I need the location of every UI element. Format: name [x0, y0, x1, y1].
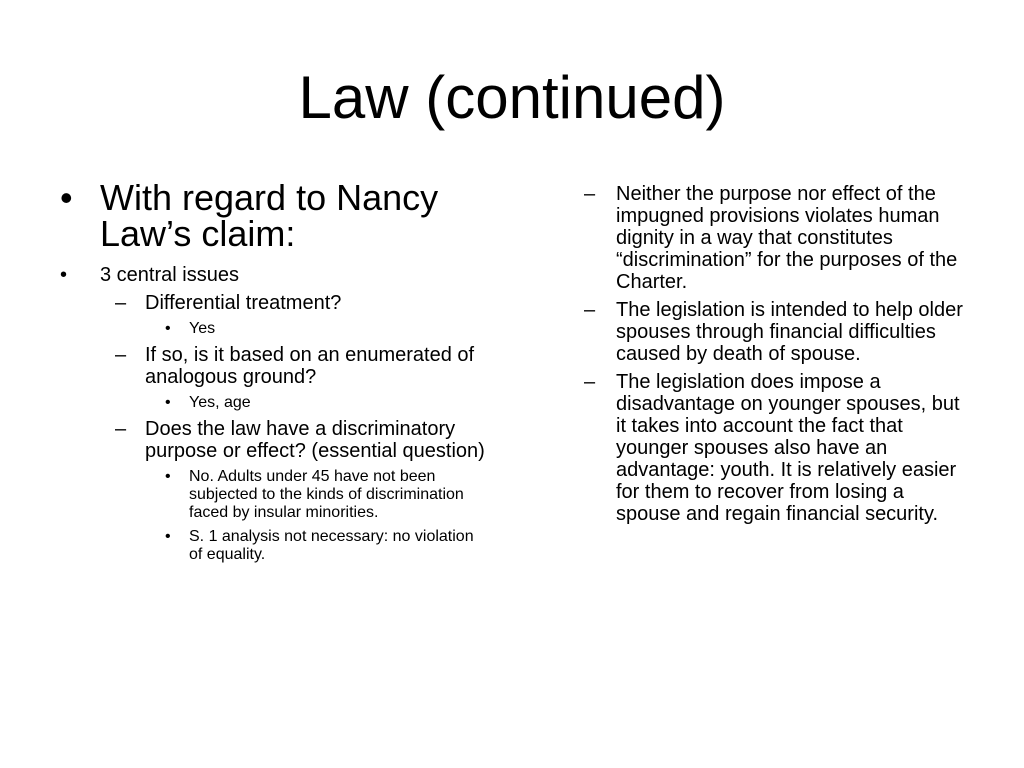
list-item-p3 — [578, 371, 973, 525]
list-item-a3b — [50, 528, 490, 564]
p2-text: The legislation is intended to help older spouses through financial difficulties caused by death of spouse. — [616, 299, 963, 365]
a3a-text: No. Adults under 45 have not been subjected to the kinds of discrimination faced by insular minorities. — [189, 468, 464, 521]
list-item-p2 — [578, 299, 973, 365]
list-item-q3 — [50, 418, 490, 462]
q2-text: If so, is it based on an enumerated of analogous ground? — [145, 344, 475, 388]
dash-marker: – — [584, 183, 596, 205]
right-column-list — [578, 183, 973, 531]
dash-marker: – — [115, 292, 127, 314]
issues-text: 3 central issues — [100, 264, 239, 286]
bullet-marker: • — [165, 528, 171, 545]
list-item-q2 — [50, 344, 490, 388]
p1-text: Neither the purpose nor effect of the impugned provisions violates human dignity in a way that constitutes “discrimination” for the purposes of the Charter. — [616, 183, 958, 293]
slide-title: Law (continued) — [298, 64, 726, 131]
a2-text: Yes, age — [189, 394, 251, 411]
bullet-marker: • — [60, 264, 68, 286]
dash-marker: – — [115, 344, 127, 366]
list-item-p1 — [578, 183, 973, 293]
list-item-q1 — [50, 292, 490, 314]
bullet-marker: • — [165, 320, 171, 337]
a1-text: Yes — [189, 320, 216, 337]
dash-marker: – — [115, 418, 127, 440]
a3b-text: S. 1 analysis not necessary: no violation of equality. — [189, 528, 474, 563]
bullet-marker: • — [60, 177, 73, 218]
list-item-a2 — [50, 394, 490, 412]
p3-text: The legislation does impose a disadvantage on younger spouses, but it takes into account the fact that younger spouses also have an advantage: youth. It is relatively easier for them to recover from losing a spouse and regain financial security. — [616, 371, 960, 525]
left-column-list — [50, 177, 490, 570]
list-item-a3a — [50, 468, 490, 522]
heading-text: With regard to Nancy Law’s claim: — [100, 177, 439, 254]
list-item-heading — [50, 177, 490, 254]
bullet-marker: • — [165, 394, 171, 411]
q1-text: Differential treatment? — [145, 292, 342, 314]
dash-marker: – — [584, 371, 596, 393]
dash-marker: – — [584, 299, 596, 321]
q3-text: Does the law have a discriminatory purpose or effect? (essential question) — [145, 418, 485, 462]
list-item-issues — [50, 264, 490, 286]
bullet-marker: • — [165, 468, 171, 485]
list-item-a1 — [50, 320, 490, 338]
